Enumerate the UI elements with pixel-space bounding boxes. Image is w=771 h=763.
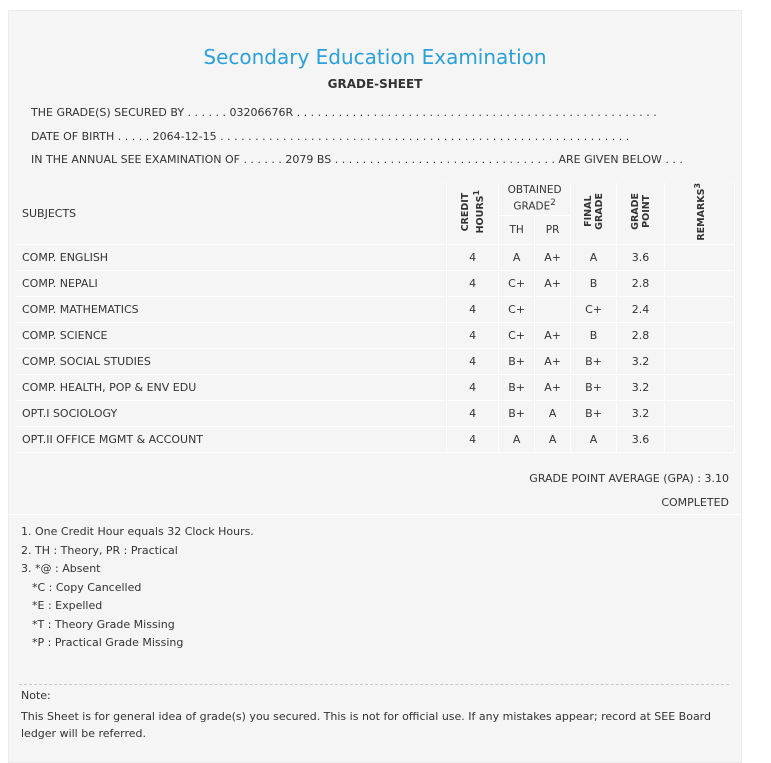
table-row	[15, 374, 735, 400]
remarks-cell	[665, 348, 735, 374]
grade-secured-line: THE GRADE(S) SECURED BY . . . . . . 03206676R . . . . . . . . . . . . . . . . . . . . . . . . . . . . . . . . . . . . . . . . . . . . . . . . . . . .	[31, 106, 657, 119]
note-text: This Sheet is for general idea of grade(s) you secured. This is not for official use. If any mistakes appear; record at SEE Board ledger will be referred.	[21, 710, 711, 740]
footnote-item: *P : Practical Grade Missing	[32, 636, 184, 649]
pr-grade-cell: A+	[535, 244, 571, 270]
pr-grade-cell	[535, 296, 571, 322]
table-row	[15, 296, 735, 322]
th-grade-cell: C+	[499, 270, 535, 296]
grade-point-header: GRADE POINT	[617, 183, 665, 244]
footnote-item: *E : Expelled	[32, 599, 103, 612]
divider	[9, 514, 741, 515]
completion-status: COMPLETED	[661, 496, 729, 509]
footnote-item: 1. One Credit Hour equals 32 Clock Hours.	[21, 525, 254, 538]
pr-grade-cell: A+	[535, 348, 571, 374]
final-grade-cell: A	[571, 244, 617, 270]
grade-point-cell: 3.2	[617, 374, 665, 400]
pr-grade-cell: A	[535, 400, 571, 426]
th-grade-cell: B+	[499, 400, 535, 426]
date-of-birth-line: DATE OF BIRTH . . . . . 2064-12-15 . . . . . . . . . . . . . . . . . . . . . . . . . . . . . . . . . . . . . . . . . . . . . . . . . . . . . . . . . . .	[31, 130, 630, 143]
pr-grade-cell: A	[535, 426, 571, 452]
subjects-header: SUBJECTS	[15, 183, 447, 244]
exam-line: IN THE ANNUAL SEE EXAMINATION OF . . . . . . 2079 BS . . . . . . . . . . . . . . . . . . . . . . . . . . . . . . . . ARE GIVEN BELOW . . .	[31, 153, 683, 166]
page-title: Secondary Education Examination	[203, 45, 547, 69]
grade-sheet-heading: GRADE-SHEET	[327, 77, 423, 91]
final-grade-header: FINAL GRADE	[571, 183, 617, 244]
grades-table	[15, 183, 735, 453]
footnote-item: 3. *@ : Absent	[21, 562, 101, 575]
th-grade-cell: A	[499, 426, 535, 452]
credit-cell: 4	[447, 244, 499, 270]
final-grade-cell: B+	[571, 348, 617, 374]
footnote-item: *C : Copy Cancelled	[32, 580, 142, 594]
remarks-cell	[665, 374, 735, 400]
credit-cell: 4	[447, 400, 499, 426]
grade-point-cell: 2.4	[617, 296, 665, 322]
table-row	[15, 348, 735, 374]
pr-header: PR	[535, 215, 571, 244]
subject-cell: COMP. HEALTH, POP & ENV EDU	[15, 374, 447, 400]
credit-cell: 4	[447, 322, 499, 348]
grade-sheet-panel	[8, 10, 742, 763]
pr-grade-cell: A+	[535, 322, 571, 348]
grade-point-cell: 3.6	[617, 426, 665, 452]
final-grade-cell: B	[571, 270, 617, 296]
remarks-cell	[665, 296, 735, 322]
table-row	[15, 426, 735, 452]
grade-point-cell: 3.2	[617, 348, 665, 374]
final-grade-cell: A	[571, 426, 617, 452]
remarks-cell	[665, 426, 735, 452]
subject-cell: COMP. SOCIAL STUDIES	[15, 348, 447, 374]
th-grade-cell: B+	[499, 348, 535, 374]
credit-cell: 4	[447, 348, 499, 374]
subject-cell: COMP. ENGLISH	[15, 244, 447, 270]
credit-cell: 4	[447, 374, 499, 400]
pr-grade-cell: A+	[535, 374, 571, 400]
remarks-cell	[665, 244, 735, 270]
final-grade-cell: B	[571, 322, 617, 348]
dashed-divider	[19, 684, 729, 685]
table-row	[15, 244, 735, 270]
subject-cell: COMP. SCIENCE	[15, 322, 447, 348]
final-grade-cell: C+	[571, 296, 617, 322]
subject-cell: OPT.II OFFICE MGMT & ACCOUNT	[15, 426, 447, 452]
note-label: Note:	[21, 689, 51, 702]
footnote-item: 2. TH : Theory, PR : Practical	[21, 543, 178, 557]
credit-cell: 4	[447, 426, 499, 452]
remarks-cell	[665, 322, 735, 348]
footnotes	[21, 523, 254, 653]
table-row	[15, 400, 735, 426]
subject-cell: OPT.I SOCIOLOGY	[15, 400, 447, 426]
grade-point-cell: 2.8	[617, 322, 665, 348]
pr-grade-cell: A+	[535, 270, 571, 296]
subject-cell: COMP. NEPALI	[15, 270, 447, 296]
credit-cell: 4	[447, 270, 499, 296]
remarks-header: REMARKS$^3$	[665, 183, 735, 244]
credit-cell: 4	[447, 296, 499, 322]
grade-point-cell: 3.6	[617, 244, 665, 270]
remarks-cell	[665, 400, 735, 426]
subject-cell: COMP. MATHEMATICS	[15, 296, 447, 322]
remarks-cell	[665, 270, 735, 296]
th-grade-cell: C+	[499, 322, 535, 348]
table-row	[15, 270, 735, 296]
grade-point-cell: 3.2	[617, 400, 665, 426]
th-grade-cell: B+	[499, 374, 535, 400]
grade-point-cell: 2.8	[617, 270, 665, 296]
gpa-summary: GRADE POINT AVERAGE (GPA) : 3.10	[529, 472, 729, 485]
final-grade-cell: B+	[571, 374, 617, 400]
th-grade-cell: C+	[499, 296, 535, 322]
th-header: TH	[499, 215, 535, 244]
final-grade-cell: B+	[571, 400, 617, 426]
credit-hours-header: CREDIT HOURS$^1$	[447, 183, 499, 244]
footnote-item: *T : Theory Grade Missing	[32, 617, 175, 631]
obtained-grade-header: OBTAINED GRADE$^2$	[499, 183, 571, 215]
table-row	[15, 322, 735, 348]
th-grade-cell: A	[499, 244, 535, 270]
